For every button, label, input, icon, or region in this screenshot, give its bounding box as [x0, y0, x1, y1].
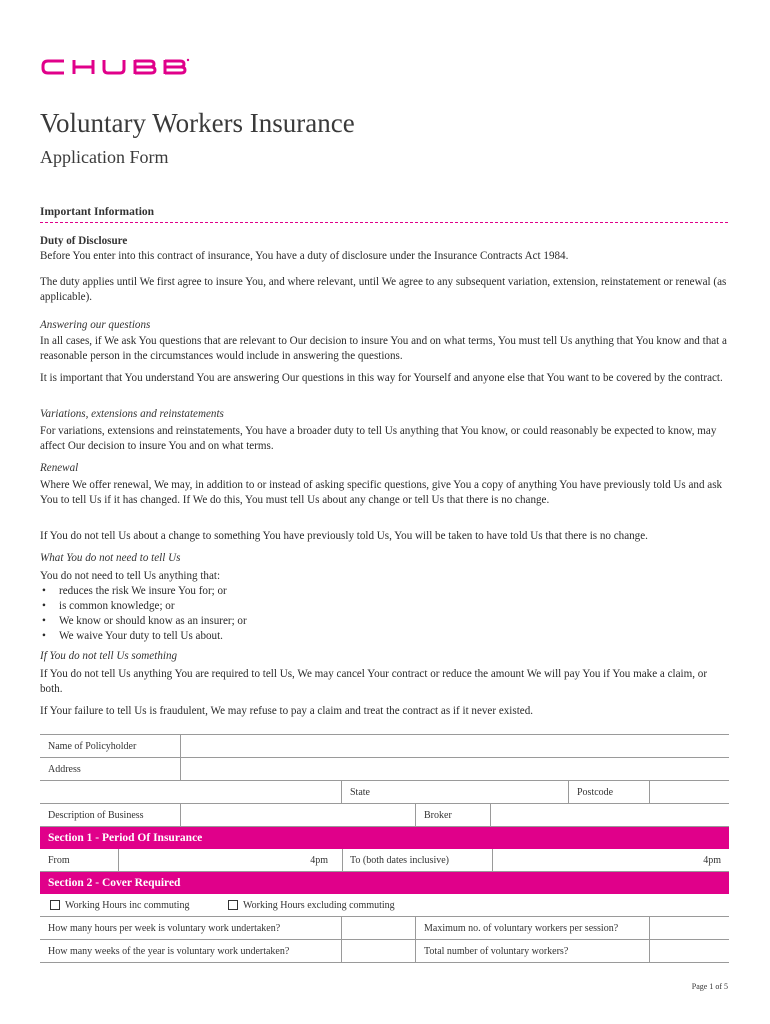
- section-2-header: [40, 872, 729, 894]
- period-row: [40, 849, 729, 872]
- state-row: [40, 781, 729, 804]
- weeks-question: How many weeks of the year is voluntary work undertaken?: [48, 945, 290, 957]
- max-workers-question: Maximum no. of voluntary workers per session?: [424, 922, 619, 934]
- state-field[interactable]: [390, 781, 567, 803]
- page-number: Page 1 of 5: [691, 982, 728, 991]
- variations-paragraph: For variations, extensions and reinstatements, You have a broader duty to tell Us anything that You know, or could reasonably be expected to know, may affect Our decision to insure You and on what terms.: [40, 425, 717, 452]
- max-workers-field[interactable]: [650, 917, 729, 939]
- list-item: • We know or should know as an insurer; or: [40, 614, 730, 629]
- section-1-header: [40, 827, 729, 849]
- from-time: 4pm: [310, 854, 328, 866]
- duty-paragraph-2: The duty applies until We first agree to insure You, and where relevant, until We agree to any subsequent variation, extension, reinstatement or renewal (as applicable).: [40, 276, 727, 303]
- postcode-label: Postcode: [577, 786, 614, 798]
- weeks-field[interactable]: [342, 940, 415, 962]
- not-need-intro: You do not need to tell Us anything that:: [40, 570, 221, 582]
- checkbox-inc-commuting[interactable]: [50, 894, 189, 916]
- checkbox-icon[interactable]: [50, 900, 60, 910]
- to-label: To (both dates inclusive): [350, 854, 449, 866]
- not-need-list: [40, 584, 730, 644]
- checkbox-excl-commuting[interactable]: [228, 894, 395, 916]
- section-2-title: Section 2 - Cover Required: [48, 877, 181, 889]
- list-item: • We waive Your duty to tell Us about.: [40, 629, 730, 644]
- page-subtitle: Application Form: [40, 147, 169, 167]
- not-need-heading: What You do not need to tell Us: [40, 552, 181, 564]
- policyholder-row: [40, 735, 729, 758]
- policyholder-label: Name of Policyholder: [48, 740, 137, 752]
- page-title: Voluntary Workers Insurance: [40, 108, 355, 138]
- total-workers-question: Total number of voluntary workers?: [424, 945, 569, 957]
- hours-row: [40, 917, 729, 940]
- answering-paragraph-1: In all cases, if We ask You questions that are relevant to Our decision to insure You and on what terms, You must tell Us anything that You know and that a reasonable person in the circumstances would include in answering the questions.: [40, 335, 727, 362]
- if-not-heading: If You do not tell Us something: [40, 650, 178, 662]
- list-item: • reduces the risk We insure You for; or: [40, 584, 730, 599]
- business-field[interactable]: [181, 804, 414, 826]
- address-label: Address: [48, 763, 81, 775]
- broker-label: Broker: [424, 809, 452, 821]
- answering-heading: Answering our questions: [40, 319, 151, 331]
- from-date-field[interactable]: [119, 849, 334, 871]
- checkbox-inc-commuting-label: Working Hours inc commuting: [65, 899, 190, 911]
- hours-question: How many hours per week is voluntary work undertaken?: [48, 922, 281, 934]
- checkbox-icon[interactable]: [228, 900, 238, 910]
- state-label: State: [350, 786, 370, 798]
- important-info-heading: Important Information: [40, 206, 155, 218]
- checkbox-excl-commuting-label: Working Hours excluding commuting: [243, 899, 395, 911]
- to-date-field[interactable]: [493, 849, 729, 871]
- cover-options-row: [40, 894, 729, 917]
- policyholder-field[interactable]: [181, 735, 729, 757]
- business-label: Description of Business: [48, 809, 144, 821]
- list-item: • is common knowledge; or: [40, 599, 730, 614]
- address-row: [40, 758, 729, 781]
- renewal-paragraph-1: Where We offer renewal, We may, in addition to or instead of asking specific questions, give You a copy of anything You have previously told Us and ask You to tell Us if it has changed. If We do this, You must tell Us about any change or tell Us that there is no change.: [40, 479, 723, 506]
- duty-paragraph-1: Before You enter into this contract of insurance, You have a duty of disclosure under the Insurance Contracts Act 1984.: [40, 250, 569, 262]
- dotted-divider: [40, 222, 728, 223]
- answering-paragraph-2: It is important that You understand You are answering Our questions in this way for Yourself and anyone else that You want to be covered by the contract.: [40, 372, 723, 384]
- chubb-logo: [40, 56, 190, 78]
- business-row: [40, 804, 729, 827]
- renewal-paragraph-2: If You do not tell Us about a change to something You have previously told Us, You will be taken to have told Us that there is no change.: [40, 530, 648, 542]
- from-label: From: [48, 854, 70, 866]
- total-workers-field[interactable]: [650, 940, 729, 962]
- to-time: 4pm: [703, 854, 721, 866]
- duty-heading: Duty of Disclosure: [40, 235, 128, 247]
- if-not-paragraph-1: If You do not tell Us anything You are required to tell Us, We may cancel Your contract or reduce the amount We will pay You if You make a claim, or both.: [40, 668, 708, 695]
- application-form: [40, 734, 729, 963]
- broker-field[interactable]: [491, 804, 729, 826]
- address-line-2-field[interactable]: [40, 781, 340, 803]
- if-not-paragraph-2: If Your failure to tell Us is fraudulent, We may refuse to pay a claim and treat the contract as if it never existed.: [40, 705, 534, 717]
- weeks-row: [40, 940, 729, 963]
- postcode-field[interactable]: [650, 781, 729, 803]
- hours-field[interactable]: [342, 917, 415, 939]
- address-field[interactable]: [181, 758, 729, 780]
- section-1-title: Section 1 - Period Of Insurance: [48, 832, 203, 844]
- renewal-heading: Renewal: [40, 462, 79, 474]
- variations-heading: Variations, extensions and reinstatements: [40, 408, 224, 420]
